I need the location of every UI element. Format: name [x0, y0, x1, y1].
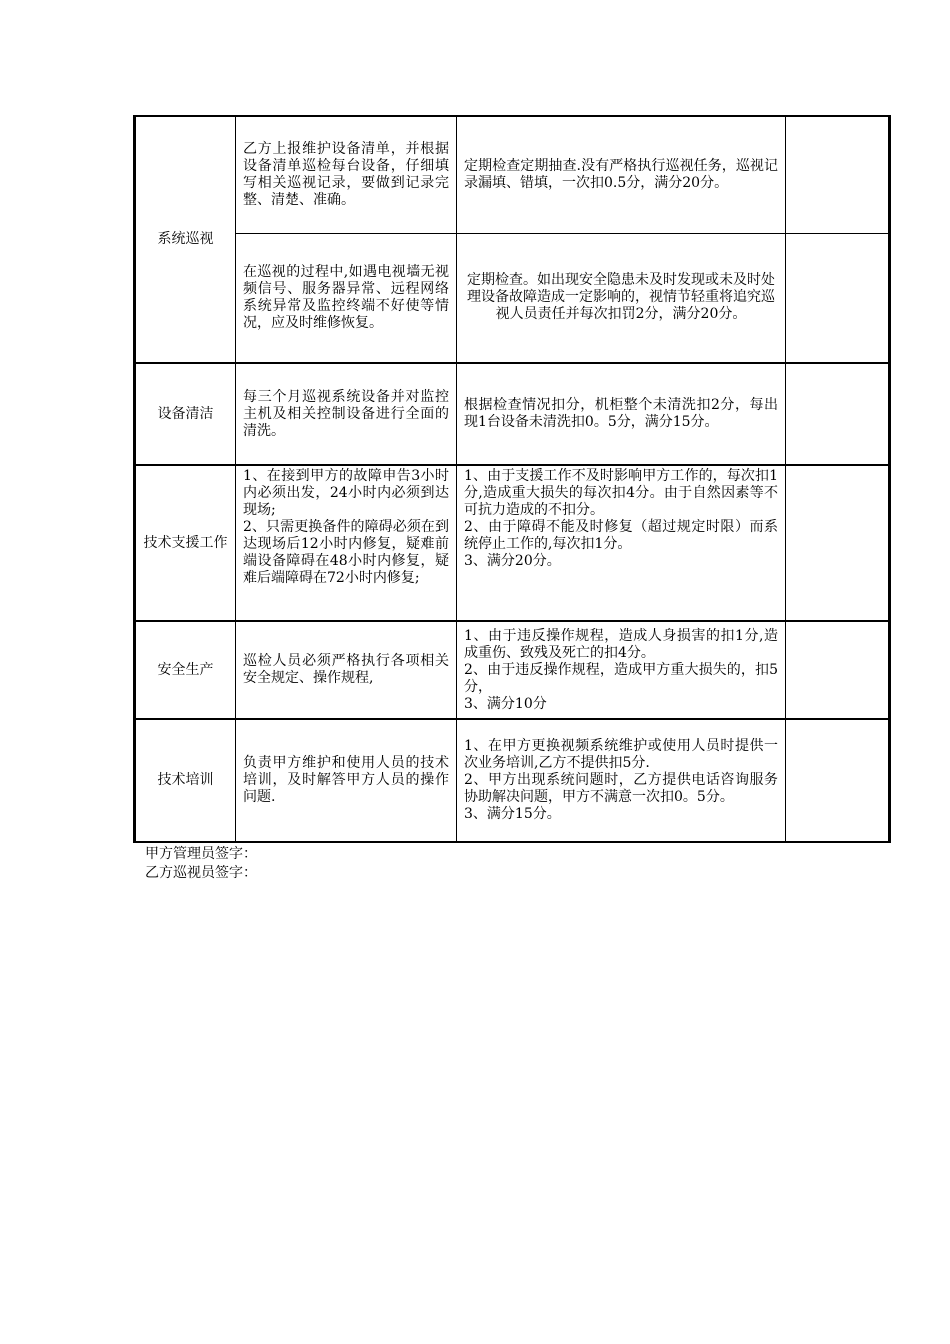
- score-cell: [786, 465, 890, 621]
- requirement-cell: 每三个月巡视系统设备并对监控主机及相关控制设备进行全面的清洗。: [236, 363, 457, 465]
- scoring-line: 3、满分20分。: [464, 553, 561, 569]
- score-cell: [786, 363, 890, 465]
- requirement-line: 2、只需更换备件的障碍必须在到达现场后12小时内修复，疑难前端设备障碍在48小时内修复，疑难后端障碍在72小时内修复;: [243, 519, 449, 586]
- requirement-cell: 巡检人员必须严格执行各项相关安全规定、操作规程,: [236, 621, 457, 719]
- score-cell: [786, 621, 890, 719]
- scoring-line: 1、由于支援工作不及时影响甲方工作的，每次扣1分,造成重大损失的每次扣4分。由于自然因素等不可抗力造成的不扣分。: [464, 468, 778, 518]
- scoring-cell: [457, 621, 786, 719]
- table-row: [135, 719, 890, 842]
- requirement-cell: 负责甲方维护和使用人员的技术培训，及时解答甲方人员的操作问题.: [236, 719, 457, 842]
- category-cell: 安全生产: [135, 621, 236, 719]
- score-cell: [786, 116, 890, 233]
- table-row: [135, 233, 890, 363]
- score-cell: [786, 233, 890, 363]
- category-cell: 系统巡视: [135, 116, 236, 363]
- scoring-cell: [457, 719, 786, 842]
- scoring-line: 2、由于障碍不能及时修复（超过规定时限）而系统停止工作的,每次扣1分。: [464, 519, 778, 552]
- scoring-cell: 根据检查情况扣分，机柜整个未清洗扣2分，每出现1台设备未清洗扣0。5分，满分15分。: [457, 363, 786, 465]
- scoring-line: 1、在甲方更换视频系统维护或使用人员时提供一次业务培训,乙方不提供扣5分.: [464, 738, 778, 771]
- scoring-line: 2、由于违反操作规程，造成甲方重大损失的，扣5分，: [464, 661, 778, 695]
- scoring-cell: 定期检查定期抽查.没有严格执行巡视任务，巡视记录漏填、错填，一次扣0.5分，满分20分。: [457, 116, 786, 233]
- scoring-line: 3、满分10分: [464, 695, 547, 712]
- scoring-cell: [457, 465, 786, 621]
- score-cell: [786, 719, 890, 842]
- category-cell: 设备清洁: [135, 363, 236, 465]
- scoring-line: 2、甲方出现系统问题时，乙方提供电话咨询服务协助解决问题，甲方不满意一次扣0。5分。: [464, 772, 778, 805]
- requirement-cell: [236, 465, 457, 621]
- table-row: [135, 621, 890, 719]
- scoring-cell: 定期检查。如出现安全隐患未及时发现或未及时处理设备故障造成一定影响的，视情节轻重将追究巡视人员责任并每次扣罚2分，满分20分。: [457, 233, 786, 363]
- table-row: [135, 116, 890, 233]
- requirement-line: 1、在接到甲方的故障申告3小时内必须出发，24小时内必须到达现场;: [243, 468, 449, 518]
- category-cell: 技术培训: [135, 719, 236, 842]
- requirement-cell: 乙方上报维护设备清单，并根据设备清单巡检每台设备，仔细填写相关巡视记录，要做到记录完整、清楚、准确。: [236, 116, 457, 233]
- party-a-signature-label: 甲方管理员签字：: [145, 846, 257, 862]
- scoring-line: 1、由于违反操作规程，造成人身损害的扣1分,造成重伤、致残及死亡的扣4分。: [464, 627, 778, 661]
- table-row: [135, 465, 890, 621]
- table-row: [135, 363, 890, 465]
- category-cell: 技术支援工作: [135, 465, 236, 621]
- scoring-line: 3、满分15分。: [464, 806, 561, 822]
- requirement-cell: 在巡视的过程中,如遇电视墙无视频信号、服务器异常、远程网络系统异常及监控终端不好使等情况，应及时维修恢复。: [236, 233, 457, 363]
- party-b-signature-label: 乙方巡视员签字：: [145, 865, 257, 881]
- evaluation-table: [133, 115, 891, 843]
